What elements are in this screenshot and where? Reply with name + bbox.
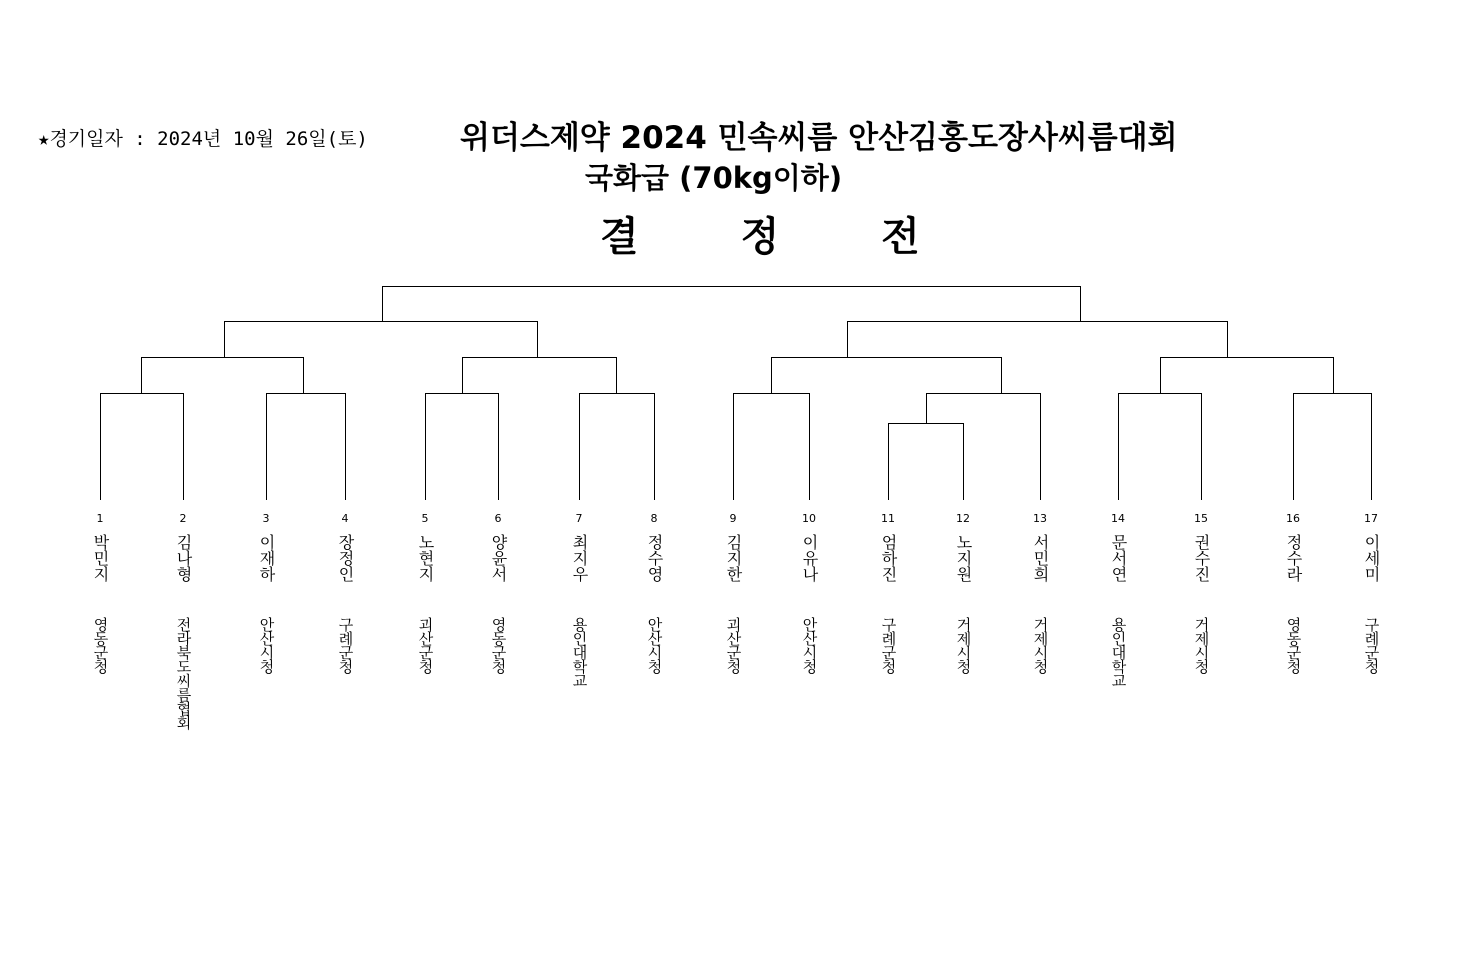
- seed-number: 12: [956, 512, 970, 525]
- seed-number: 11: [881, 512, 895, 525]
- bracket-qf-3: [772, 358, 1002, 394]
- player-name: 정수영: [645, 534, 664, 582]
- player-team: 용인대학교: [570, 617, 589, 687]
- entry-1: [85, 511, 115, 673]
- bracket-r1-6: [927, 394, 1041, 501]
- bracket-qf-1: [142, 358, 304, 394]
- entry-13: [1025, 511, 1055, 673]
- player-team: 구례군청: [879, 617, 898, 673]
- bracket-r1-8: [1119, 394, 1202, 501]
- player-team: 구례군청: [1362, 617, 1381, 673]
- entry-15: [1186, 511, 1216, 673]
- player-name: 정수라: [1284, 534, 1303, 582]
- entry-7: [564, 511, 594, 687]
- player-team: 영동군청: [91, 617, 110, 673]
- player-team: 괴산군청: [416, 617, 435, 673]
- player-name: 양윤서: [489, 534, 508, 582]
- player-team: 구례군청: [336, 617, 355, 673]
- entry-6: [483, 511, 513, 673]
- player-name: 박민지: [91, 534, 110, 582]
- player-team: 안산시청: [800, 617, 819, 673]
- player-team: 거제시청: [1192, 617, 1211, 673]
- player-team: 용인대학교: [1109, 617, 1128, 687]
- match-date: ★경기일자 : 2024년 10월 26일(토): [38, 128, 368, 150]
- entry-12: [948, 511, 978, 673]
- bracket-r1-9: [1294, 394, 1372, 501]
- player-team: 안산시청: [645, 617, 664, 673]
- bracket-r1-3: [426, 394, 499, 501]
- player-name: 이세미: [1362, 534, 1381, 582]
- player-name: 이재하: [257, 534, 276, 582]
- bracket-semi-left: [225, 322, 538, 358]
- entry-10: [794, 511, 824, 673]
- bracket-r1-5: [734, 394, 810, 501]
- bracket-r1-1: [101, 394, 184, 501]
- player-name: 최지우: [570, 534, 589, 582]
- tournament-title: 위더스제약 2024 민속씨름 안산김홍도장사씨름대회: [460, 120, 1178, 156]
- player-team: 거제시청: [1031, 617, 1050, 673]
- entry-8: [639, 511, 669, 673]
- weight-class: 국화급 (70kg이하): [585, 161, 843, 195]
- player-name: 김나형: [174, 534, 193, 582]
- bracket-qf-4: [1161, 358, 1334, 394]
- round-title: 결 정 전: [600, 213, 964, 260]
- player-name: 이유나: [800, 534, 819, 582]
- seed-number: 9: [729, 512, 737, 525]
- entry-5: [410, 511, 440, 673]
- bracket-qf-2: [463, 358, 617, 394]
- player-team: 전라북도씨름협회: [174, 617, 193, 729]
- entry-14: [1103, 511, 1133, 687]
- player-name: 문서연: [1109, 534, 1128, 582]
- entry-9: [718, 511, 748, 673]
- player-name: 노지원: [954, 534, 973, 582]
- seed-number: 2: [179, 512, 187, 525]
- player-team: 영동군청: [489, 617, 508, 673]
- seed-number: 16: [1286, 512, 1300, 525]
- seed-number: 6: [494, 512, 502, 525]
- seed-number: 5: [421, 512, 429, 525]
- player-team: 영동군청: [1284, 617, 1303, 673]
- player-name: 장정인: [336, 534, 355, 582]
- bracket-r1-4: [580, 394, 655, 501]
- player-name: 권수진: [1192, 534, 1211, 582]
- entry-17: [1356, 511, 1386, 673]
- player-name: 노현지: [416, 534, 435, 582]
- entry-16: [1278, 511, 1308, 673]
- player-team: 괴산군청: [724, 617, 743, 673]
- bracket-r1-2: [267, 394, 346, 501]
- seed-number: 14: [1111, 512, 1125, 525]
- entry-2: [168, 511, 198, 729]
- seed-number: 10: [802, 512, 816, 525]
- seed-number: 17: [1364, 512, 1378, 525]
- seed-number: 8: [650, 512, 658, 525]
- seed-number: 3: [262, 512, 270, 525]
- player-name: 서민희: [1031, 534, 1050, 582]
- bracket-semi-right: [848, 322, 1228, 358]
- entry-4: [330, 511, 360, 673]
- bracket-final: [383, 287, 1081, 322]
- player-name: 엄하진: [879, 534, 898, 582]
- bracket-prelim: [889, 424, 964, 501]
- seed-number: 4: [341, 512, 349, 525]
- entry-11: [873, 511, 903, 673]
- player-team: 안산시청: [257, 617, 276, 673]
- seed-number: 1: [96, 512, 104, 525]
- entry-3: [251, 511, 281, 673]
- seed-number: 13: [1033, 512, 1047, 525]
- seed-number: 7: [575, 512, 583, 525]
- player-team: 거제시청: [954, 617, 973, 673]
- player-name: 김지한: [724, 534, 743, 582]
- seed-number: 15: [1194, 512, 1208, 525]
